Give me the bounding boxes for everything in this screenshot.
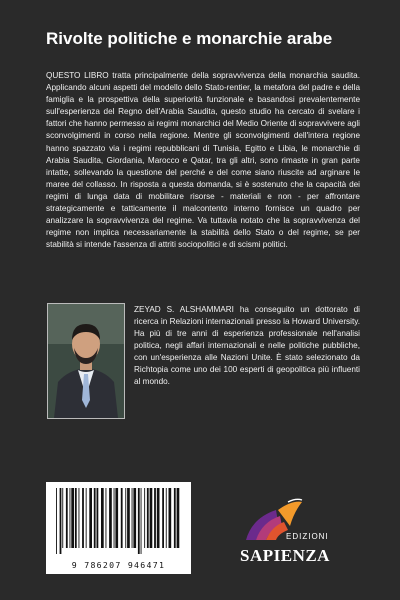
barcode-bar	[166, 488, 167, 548]
barcode-bar	[71, 488, 74, 548]
barcode-bar	[121, 488, 123, 548]
barcode-bar	[89, 488, 92, 548]
barcode-bar	[66, 488, 68, 548]
barcode-bar	[115, 488, 118, 548]
barcode-bar	[150, 488, 153, 548]
author-photo	[47, 303, 125, 419]
barcode-bars	[46, 482, 191, 558]
isbn-barcode	[46, 482, 191, 574]
barcode-bar	[174, 488, 176, 548]
barcode-bar	[138, 488, 140, 554]
publisher-logo	[232, 496, 348, 580]
barcode-bar	[141, 488, 142, 554]
barcode-bar	[60, 488, 62, 554]
barcode-bar	[177, 488, 180, 548]
barcode-bar	[94, 488, 96, 548]
barcode-bar	[109, 488, 112, 548]
barcode-bar	[106, 488, 107, 548]
barcode-bar	[114, 488, 115, 548]
barcode-bar	[75, 488, 77, 548]
barcode-bar	[79, 488, 80, 548]
book-description: QUESTO LIBRO tratta principalmente della sopravvivenza della monarchia saudita. Applicando alcuni aspetti del modello dello Stato-rentier, la metafora del padre e della famiglia e la prospettiva della superiorità funzionale e basandosi prevalentemente sull'esperienza del Regno dell'Arabia Saudita, questo studio ha cercato di svelare i fattori che hanno permesso ai regimi monarchici del Medio Oriente di sopravvivere agli sconvolgimenti in corso nella regione. Mentre gli sconvolgimenti dell'intera regione hanno spazzato via i regimi repubblicani di Tunisia, Egitto e Libia, le monarchie di Arabia Saudita, Giordania, Marocco e Qatar, tra gli altri, sono rimaste in gran parte intatte, sollevando la questione del perché e del come siano riuscite ad arginare le maree del collasso. In risposta a questa domanda, si è sostenuto che la capacità dei regimi di lunga data di mobilitare risorse - materiali e non - per affrontare strategicamente e tatticamente il malcontento interno fornisce un quadro per analizzare la sopravvivenza del regime. Va tuttavia notato che la sopravvivenza del regime non implica necessariamente la stabilità dello Stato o del regime, se per stabilità si intende l'assenza di attriti sociopolitici e di scismi politici.	[46, 71, 360, 250]
barcode-bar	[86, 488, 87, 548]
book-title: Rivolte politiche e monarchie arabe	[46, 29, 333, 48]
barcode-bar	[147, 488, 149, 548]
barcode-bar	[133, 488, 136, 548]
publisher-small-label: EDIZIONI	[286, 532, 329, 541]
barcode-bar	[154, 488, 156, 548]
author-biography: ZEYAD S. ALSHAMMARI ha conseguito un dottorato di ricerca in Relazioni internazionali presso la Howard University. Ha più di tre anni di esperienza professionale nell'analisi politica, negli affari internazionali e nelle politiche pubbliche, con un'esperienza alle Nazioni Unite. È stato selezionato da Richtopia come uno dei 100 esperti di geopolitica più influenti al mondo.	[134, 305, 360, 386]
barcode-bar	[144, 488, 145, 548]
barcode-bar	[132, 488, 133, 548]
barcode-bar	[125, 488, 126, 548]
author-portrait-image	[48, 304, 124, 418]
barcode-bar	[62, 488, 63, 548]
barcode-bar	[162, 488, 164, 548]
barcode-bar	[127, 488, 130, 548]
barcode-bar	[56, 488, 57, 554]
barcode-bar	[101, 488, 104, 548]
barcode-bar	[169, 488, 172, 548]
barcode-bar	[157, 488, 160, 548]
barcode-bar	[82, 488, 84, 548]
barcode-bar	[97, 488, 99, 548]
publisher-name: SAPIENZA	[240, 546, 330, 565]
isbn-number: 9 786207 946471	[71, 560, 166, 570]
barcode-bar	[70, 488, 71, 548]
